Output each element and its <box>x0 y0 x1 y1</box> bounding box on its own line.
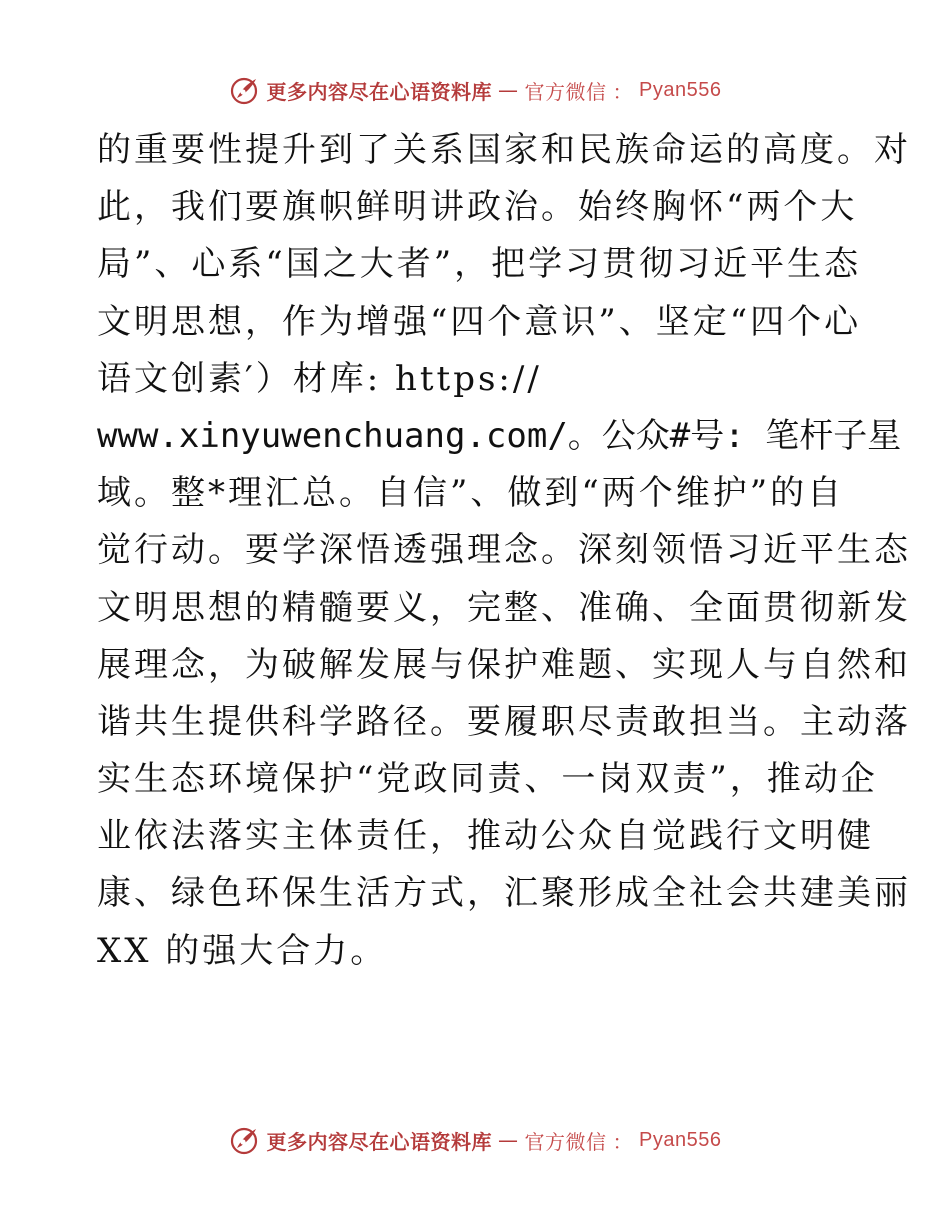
body-line-url: www.xinyuwenchuang.com/。公众#号: 笔杆子星 <box>97 415 902 456</box>
document-body <box>97 122 911 980</box>
quill-logo-icon <box>229 1124 261 1156</box>
body-line: 的重要性提升到了关系国家和民族命运的高度。对 <box>97 130 911 170</box>
body-line: 此，我们要旗帜鲜明讲政治。始终胸怀“两个大 <box>97 187 858 228</box>
body-line: 康、绿色环保生活方式，汇聚形成全社会共建美丽 <box>97 873 911 914</box>
body-line: 展理念，为破解发展与保护难题、实现人与自然和 <box>97 644 911 685</box>
body-line: 语文创素′）材库: https:// <box>97 358 542 399</box>
watermark-wechat-id: Pyan556 <box>639 1128 722 1151</box>
body-line: 文明思想，作为增强“四个意识”、坚定“四个心 <box>97 301 862 342</box>
header-watermark <box>0 72 950 108</box>
watermark-main-text: 更多内容尽在心语资料库 <box>266 79 493 104</box>
body-line: 域。整*理汇总。自信”、做到“两个维护”的自 <box>97 473 845 514</box>
body-line: XX 的强大合力。 <box>97 930 388 971</box>
watermark-dash: — <box>498 1128 519 1152</box>
body-line: 谐共生提供科学路径。要履职尽责敢担当。主动落 <box>97 701 911 742</box>
quill-logo-icon <box>229 74 261 106</box>
footer-watermark <box>0 1122 950 1158</box>
watermark-separator: ： <box>612 79 634 104</box>
body-line: 实生态环境保护“党政同责、一岗双责”，推动企 <box>97 759 878 800</box>
watermark-main-text: 更多内容尽在心语资料库 <box>266 1129 493 1154</box>
watermark-wechat-id: Pyan556 <box>639 78 722 101</box>
body-line: 业依法落实主体责任，推动公众自觉践行文明健 <box>97 816 874 857</box>
watermark-contact-label: 官方微信 <box>524 1129 607 1154</box>
body-line: 文明思想的精髓要义，完整、准确、全面贯彻新发 <box>97 587 911 628</box>
watermark-separator: ： <box>612 1129 634 1154</box>
watermark-dash: — <box>498 78 519 102</box>
body-line: 觉行动。要学深悟透强理念。深刻领悟习近平生态 <box>97 530 911 571</box>
body-line: 局”、心系“国之大者”，把学习贯彻习近平生态 <box>97 244 862 285</box>
watermark-contact-label: 官方微信 <box>524 79 607 104</box>
